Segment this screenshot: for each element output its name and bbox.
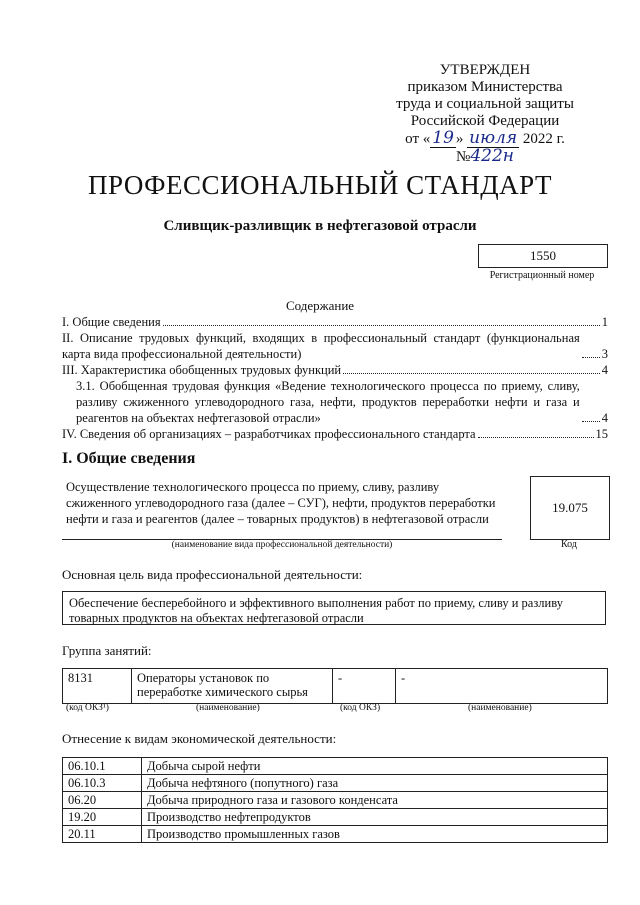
okz-code: 8131	[63, 669, 132, 704]
okved-name: Добыча нефтяного (попутного) газа	[142, 775, 608, 792]
table-row	[63, 826, 608, 843]
approval-date: от « 19 » июля 2022 г. №422н	[405, 128, 565, 166]
group-label: Группа занятий:	[62, 643, 152, 658]
table-row	[63, 669, 608, 704]
toc-item[interactable]: III. Характеристика обобщенных трудовых функций 4	[62, 363, 608, 377]
activity-caption: (наименование вида профессиональной деятельности)	[171, 540, 393, 550]
activity-code: 19.075	[530, 476, 610, 540]
approval-title: УТВЕРЖДЕН	[439, 62, 531, 78]
okz-code-caption: (код ОКЗ¹)	[66, 703, 109, 713]
okved-code: 06.20	[63, 792, 142, 809]
table-row	[63, 809, 608, 826]
section-heading: I. Общие сведения	[62, 450, 196, 467]
okved-table	[62, 757, 608, 843]
okved-label: Отнесение к видам экономической деятельности:	[62, 731, 337, 746]
okved-name: Добыча природного газа и газового конденсата	[142, 792, 608, 809]
okz-name: Операторы установок по переработке химического сырья	[132, 669, 333, 704]
toc-item[interactable]: II. Описание трудовых функций, входящих в профессиональный стандарт (функциональная карта вида профессиональной деятельности) 3	[62, 331, 608, 361]
okz-name-caption: (наименование)	[196, 703, 260, 713]
document-subtitle: Сливщик-разливщик в нефтегазовой отрасли	[163, 218, 477, 234]
approval-month: июля	[469, 128, 518, 148]
okved-code: 06.10.3	[63, 775, 142, 792]
okz-name-caption: (наименование)	[468, 703, 532, 713]
approval-day: 19	[432, 128, 454, 148]
okz-name: -	[396, 669, 608, 704]
registration-number: 1550	[478, 244, 608, 268]
goal-label: Основная цель вида профессиональной деятельности:	[62, 567, 363, 582]
toc-item[interactable]: 3.1. Обобщенная трудовая функция «Ведение технологического процесса по приему, сливу, разливу сжиженного углеводородного газа, нефти, продуктов переработки нефти и газа и реагентов на объектах нефтегазовой отрасли» 4	[76, 379, 608, 425]
approval-line: труда и социальной защиты	[396, 96, 574, 112]
approval-line: приказом Министерства	[407, 79, 563, 95]
okved-name: Производство нефтепродуктов	[142, 809, 608, 826]
okved-name: Производство промышленных газов	[142, 826, 608, 843]
toc-item[interactable]: IV. Сведения об организациях – разработчиках профессионального стандарта 15	[62, 427, 608, 441]
code-caption: Код	[561, 539, 577, 550]
okved-name: Добыча сырой нефти	[142, 758, 608, 775]
table-row	[63, 775, 608, 792]
table-of-contents	[62, 314, 608, 442]
toc-item[interactable]: I. Общие сведения 1	[62, 315, 608, 329]
okz-code-caption: (код ОКЗ)	[340, 703, 381, 713]
document-title: ПРОФЕССИОНАЛЬНЫЙ СТАНДАРТ	[87, 170, 553, 200]
approval-line: Российской Федерации	[410, 113, 560, 129]
occupation-group-table	[62, 668, 608, 704]
registration-label: Регистрационный номер	[489, 270, 595, 281]
goal-text: Обеспечение бесперебойного и эффективного выполнения работ по приему, сливу и разливу товарных продуктов на объектах нефтегазовой отрасли	[62, 591, 606, 625]
okved-code: 06.10.1	[63, 758, 142, 775]
table-row	[63, 792, 608, 809]
okved-code: 19.20	[63, 809, 142, 826]
toc-title: Содержание	[285, 298, 355, 313]
approval-block	[380, 62, 590, 166]
approval-number: 422н	[470, 146, 514, 166]
okz-code: -	[333, 669, 396, 704]
activity-name: Осуществление технологического процесса по приему, сливу, разливу сжиженного углеводородного газа (далее – СУГ), нефти, продуктов переработки нефти и газа и реагентов (далее – товарных продуктов) в нефтегазовой отрасли	[66, 480, 496, 526]
table-row	[63, 758, 608, 775]
okved-code: 20.11	[63, 826, 142, 843]
